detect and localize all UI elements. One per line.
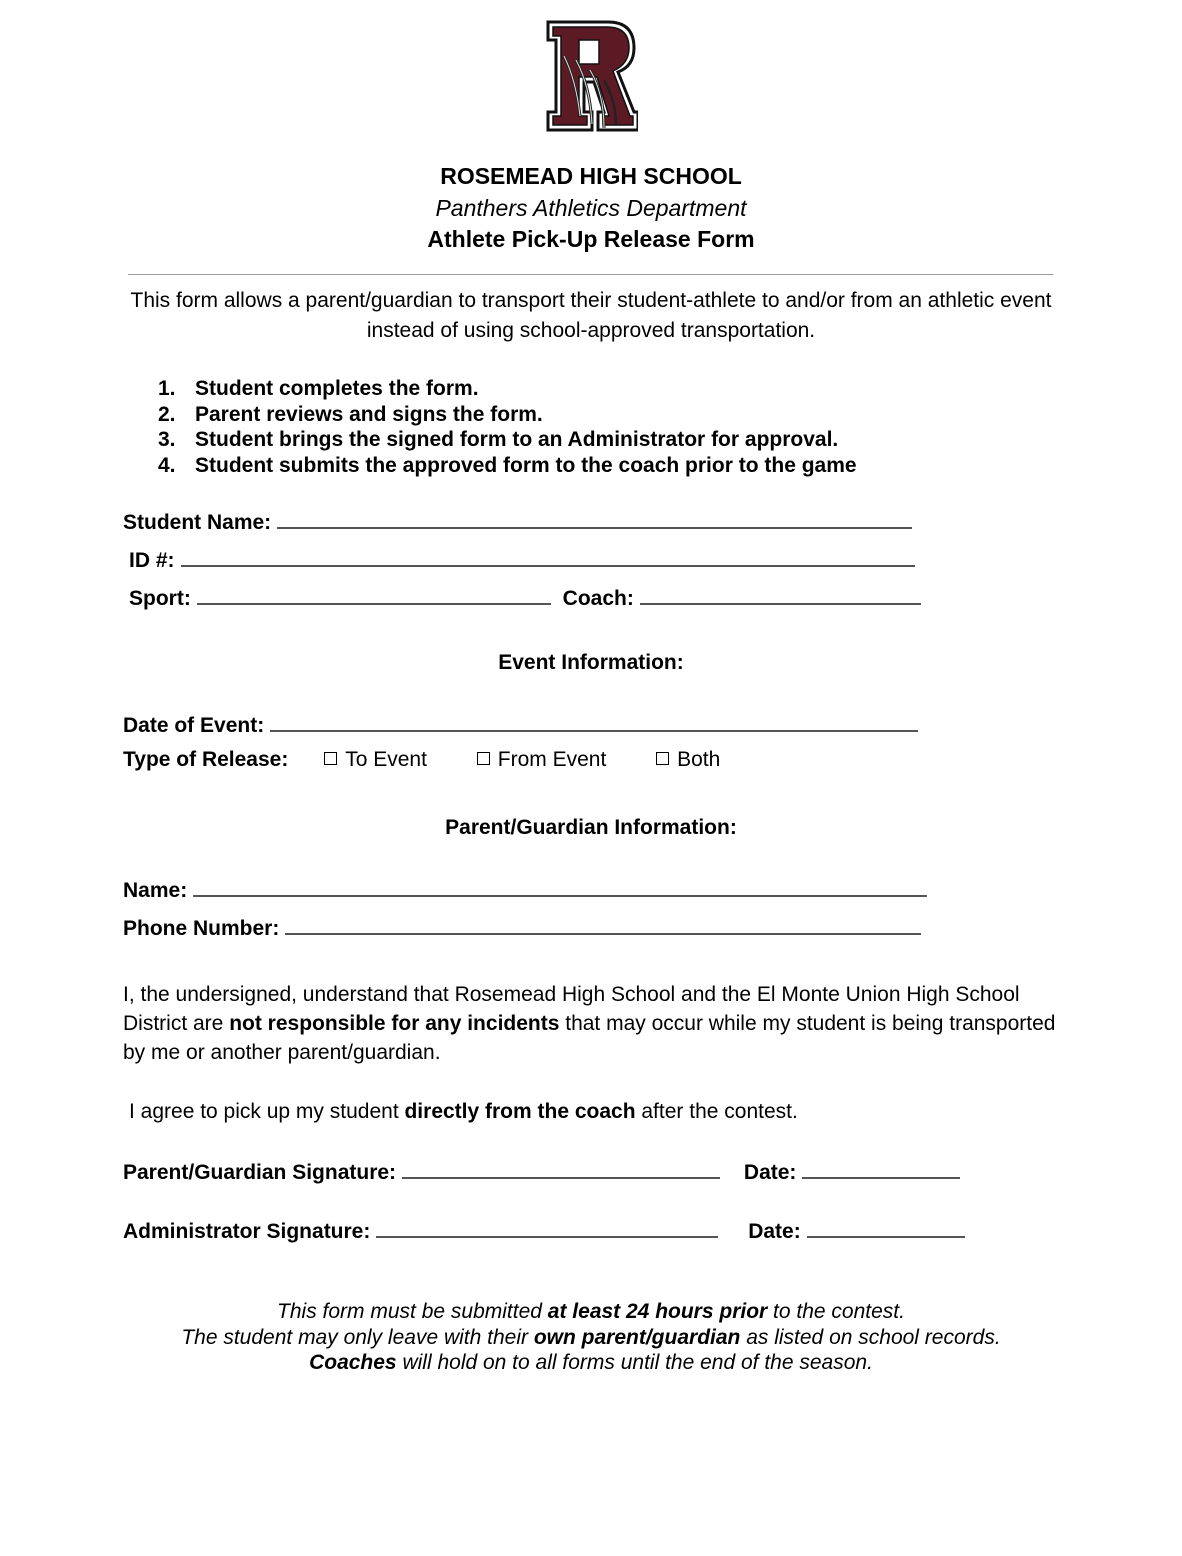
step-number: 3.	[158, 428, 176, 451]
parent-phone-row	[123, 913, 921, 941]
parent-date-field[interactable]	[802, 1157, 960, 1179]
form-title: Athlete Pick-Up Release Form	[427, 226, 755, 252]
panther-claw-r-logo-icon	[546, 20, 638, 132]
checkbox-icon[interactable]	[324, 752, 337, 765]
release-option-from-event[interactable]	[477, 748, 607, 772]
parent-signature-row	[123, 1157, 960, 1185]
admin-signature-row	[123, 1216, 965, 1244]
event-date-field[interactable]	[270, 710, 918, 732]
parent-name-label: Name:	[123, 879, 188, 902]
footer-notes	[0, 1299, 1182, 1376]
school-logo	[546, 20, 638, 132]
instructions-list	[158, 376, 857, 478]
footer-text: This form must be submitted	[277, 1300, 548, 1323]
footer-text: as listed on school records.	[740, 1325, 1001, 1349]
admin-date-label: Date:	[748, 1220, 801, 1243]
release-option-both[interactable]	[656, 748, 720, 772]
pickup-emphasis: directly from the coach	[404, 1100, 636, 1123]
parent-phone-field[interactable]	[285, 913, 921, 935]
student-name-label: Student Name:	[123, 511, 272, 534]
footer-text: The student may only leave with their	[181, 1325, 534, 1349]
student-id-label: ID #:	[129, 549, 175, 572]
step-number: 2.	[158, 402, 176, 426]
parent-phone-label: Phone Number:	[123, 917, 280, 940]
department-name: Panthers Athletics Department	[435, 195, 747, 221]
parent-signature-label: Parent/Guardian Signature:	[123, 1161, 397, 1184]
release-type-label: Type of Release:	[123, 748, 289, 771]
instruction-step	[158, 402, 857, 428]
instruction-step	[158, 453, 857, 479]
coach-label: Coach:	[562, 587, 634, 610]
checkbox-icon[interactable]	[477, 752, 490, 765]
release-option-label: To Event	[345, 748, 427, 771]
liability-text: I, the undersigned, understand that Rosemead High School and the El Monte Union High School District are	[123, 983, 1020, 1035]
event-date-row	[123, 710, 918, 738]
sport-coach-row	[129, 583, 921, 611]
footer-emphasis: at least 24 hours prior	[547, 1300, 768, 1323]
pickup-agreement	[129, 1097, 1079, 1126]
pickup-text: after the contest.	[635, 1100, 798, 1123]
parent-date-label: Date:	[743, 1161, 797, 1184]
instruction-step	[158, 376, 857, 402]
parent-name-field[interactable]	[193, 875, 927, 897]
footer-emphasis: own parent/guardian	[533, 1325, 741, 1349]
student-id-row	[129, 545, 915, 573]
admin-signature-field[interactable]	[376, 1216, 718, 1238]
footer-text: to the contest.	[767, 1300, 905, 1323]
parent-info-heading: Parent/Guardian Information:	[445, 816, 737, 839]
event-date-label: Date of Event:	[123, 714, 265, 737]
footer-emphasis: Coaches	[309, 1351, 397, 1374]
step-text: Parent reviews and signs the form.	[195, 402, 543, 426]
admin-signature-label: Administrator Signature:	[123, 1220, 371, 1243]
liability-emphasis: not responsible for any incidents	[229, 1012, 560, 1035]
coach-field[interactable]	[640, 583, 921, 605]
pickup-text: I agree to pick up my student	[129, 1100, 405, 1123]
admin-date-field[interactable]	[807, 1216, 965, 1238]
checkbox-icon[interactable]	[656, 752, 669, 765]
footer-line	[0, 1299, 1182, 1325]
intro-text: This form allows a parent/guardian to transport their student-athlete to and/or from an athletic event instead of using school-approved transportation.	[130, 289, 1052, 342]
release-type-row	[123, 748, 720, 772]
event-info-heading: Event Information:	[498, 651, 684, 674]
step-text: Student submits the approved form to the coach prior to the game	[195, 453, 857, 477]
release-option-label: From Event	[497, 748, 607, 771]
instruction-step	[158, 427, 857, 453]
release-option-to-event[interactable]	[324, 748, 427, 772]
step-number: 1.	[158, 377, 176, 400]
parent-signature-field[interactable]	[402, 1157, 720, 1179]
divider	[128, 274, 1053, 275]
step-text: Student completes the form.	[195, 377, 479, 400]
release-option-label: Both	[677, 748, 721, 771]
school-name: ROSEMEAD HIGH SCHOOL	[440, 163, 742, 189]
student-id-field[interactable]	[181, 545, 915, 567]
sport-field[interactable]	[197, 583, 551, 605]
liability-statement	[123, 980, 1073, 1067]
liability-text: that may occur while my student is being transported by me or another parent/guardian.	[123, 1012, 1056, 1064]
footer-line	[0, 1325, 1182, 1351]
student-name-row	[123, 507, 912, 535]
footer-line	[0, 1350, 1182, 1376]
sport-label: Sport:	[129, 587, 191, 610]
footer-text: will hold on to all forms until the end of the season.	[396, 1351, 873, 1374]
parent-name-row	[123, 875, 927, 903]
step-text: Student brings the signed form to an Administrator for approval.	[195, 428, 839, 451]
step-number: 4.	[158, 453, 176, 477]
student-name-field[interactable]	[277, 507, 912, 529]
